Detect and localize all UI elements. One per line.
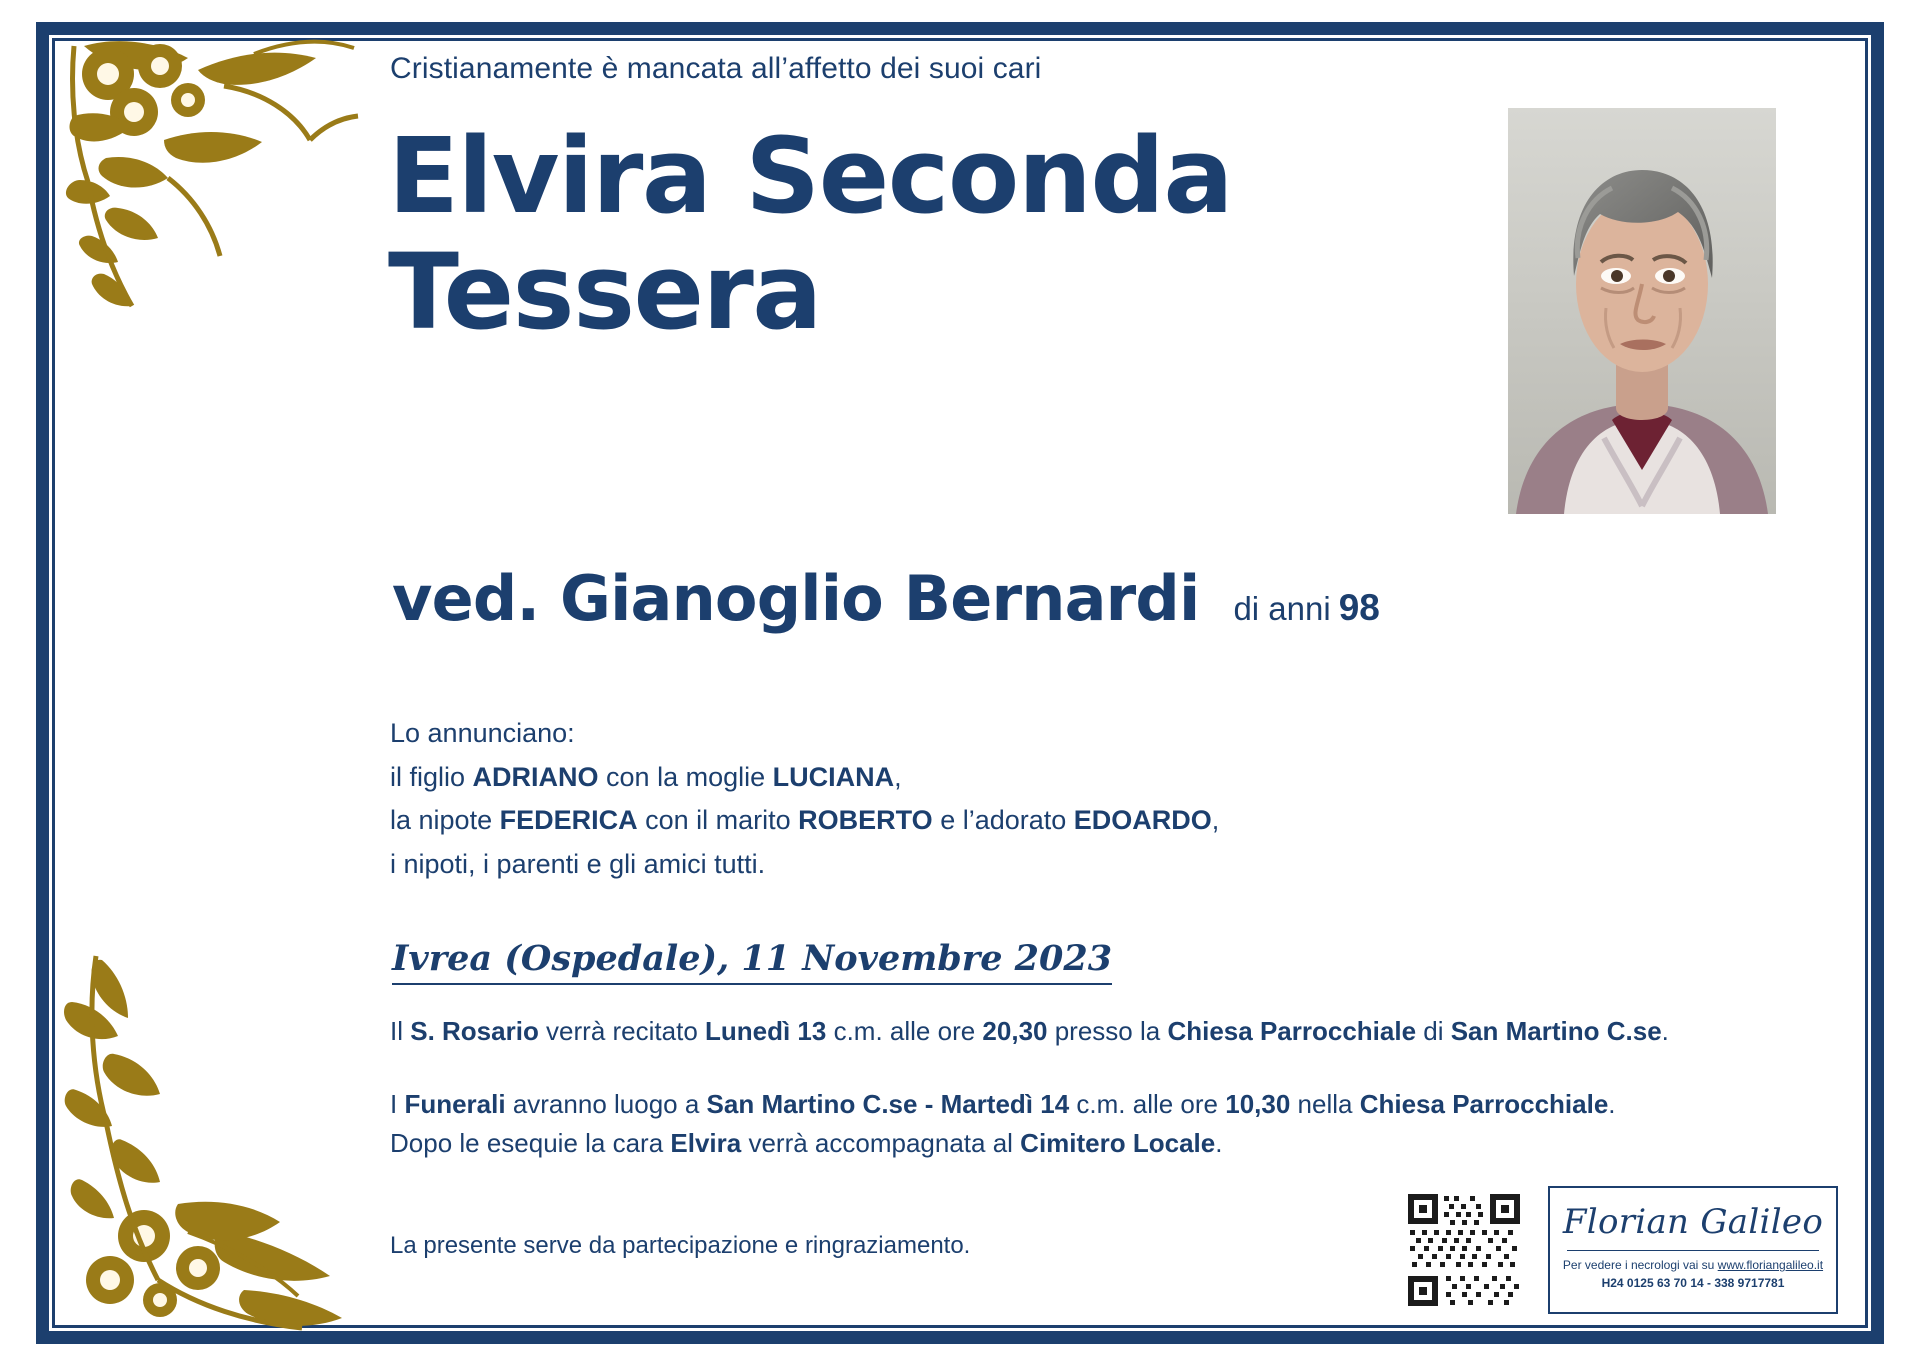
logo-divider	[1567, 1250, 1819, 1251]
qr-code-icon[interactable]	[1404, 1190, 1524, 1310]
announcers-block	[390, 712, 1219, 887]
widow-and-age-row	[392, 562, 1592, 635]
burial-line: Dopo le esequie la cara Elvira verrà accompagnata al Cimitero Locale.	[390, 1128, 1223, 1158]
deceased-portrait-photo	[1508, 108, 1776, 514]
service-details	[390, 1012, 1840, 1163]
agency-tagline	[1550, 1257, 1836, 1273]
announcer-line: il figlio ADRIANO con la moglie LUCIANA,	[390, 761, 902, 792]
announcer-line: i nipoti, i parenti e gli amici tutti.	[390, 849, 766, 880]
announcer-line: la nipote FEDERICA con il marito ROBERTO e l’adorato EDOARDO,	[390, 805, 1220, 836]
funeral-line: I Funerali avranno luogo a San Martino C.se - Martedì 14 c.m. alle ore 10,30 nella Chiesa Parrocchiale.	[390, 1089, 1616, 1119]
age-label: di anni	[1233, 590, 1331, 627]
deceased-name-block	[388, 115, 1508, 354]
funeral-agency-logo[interactable]	[1548, 1186, 1838, 1314]
agency-tagline-prefix: Per vedere i necrologi vai su	[1562, 1258, 1718, 1272]
closing-note: La presente serve da partecipazione e ringraziamento.	[390, 1232, 971, 1259]
agency-name: Florian Galileo	[1562, 1202, 1824, 1242]
place-and-date: Ivrea (Ospedale), 11 Novembre 2023	[392, 938, 1112, 985]
agency-phones: H24 0125 63 70 14 - 338 9717781	[1601, 1276, 1785, 1291]
announcement-intro: Cristianamente è mancata all’affetto dei suoi cari	[390, 52, 1042, 85]
agency-website[interactable]: www.floriangalileo.it	[1717, 1258, 1824, 1272]
rosary-line: Il S. Rosario verrà recitato Lunedì 13 c.m. alle ore 20,30 presso la Chiesa Parrocchiale di San Martino C.se.	[390, 1016, 1669, 1046]
announcers-intro: Lo annunciano:	[390, 718, 575, 748]
widow-name: ved. Gianoglio Bernardi	[392, 562, 1200, 635]
deceased-last-name: Tessera	[388, 231, 821, 354]
age-value: 98	[1338, 587, 1380, 628]
deceased-first-name: Elvira Seconda	[388, 115, 1233, 237]
